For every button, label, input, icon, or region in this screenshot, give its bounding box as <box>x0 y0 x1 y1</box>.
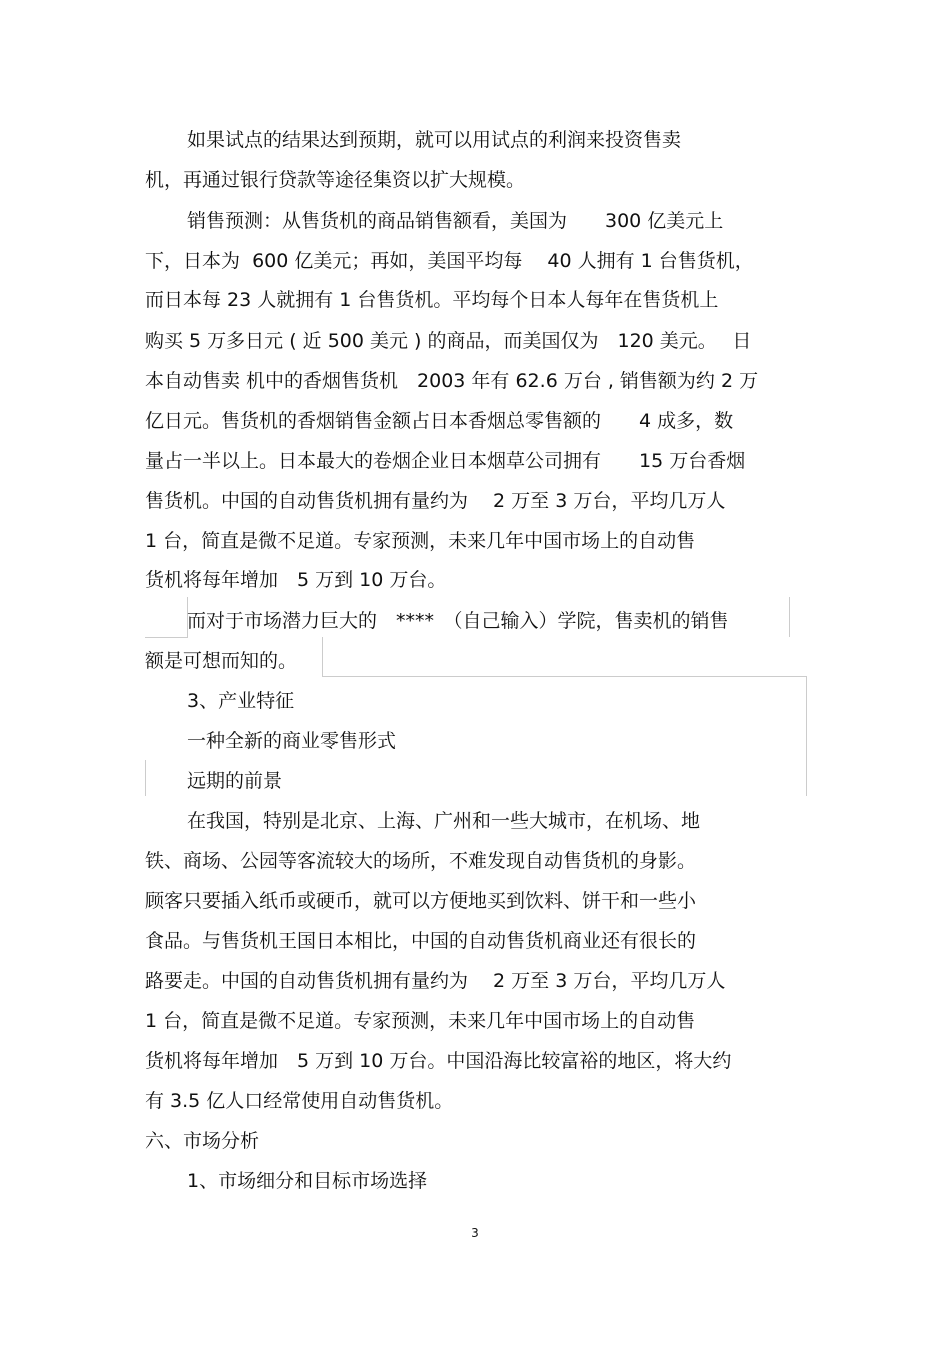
paragraph-line: 货机将每年增加 5 万到 10 万台。中国沿海比较富裕的地区，将大约 <box>145 1050 732 1072</box>
paragraph-line: 如果试点的结果达到预期，就可以用试点的利润来投资售卖 <box>187 129 682 151</box>
paragraph-line: 售货机。中国的自动售货机拥有量约为 2 万至 3 万台，平均几万人 <box>145 490 726 512</box>
text-box-border <box>322 637 323 677</box>
paragraph-line: 1 台，简直是微不足道。专家预测，未来几年中国市场上的自动售 <box>145 530 696 552</box>
text-box-border <box>806 676 807 796</box>
paragraph-line: 货机将每年增加 5 万到 10 万台。 <box>145 569 447 591</box>
paragraph-line: 购买 5 万多日元 ( 近 500 美元 ) 的商品，而美国仅为 120 美元。 日 <box>145 330 752 352</box>
paragraph-line: 亿日元。售货机的香烟销售金额占日本香烟总零售额的 4 成多，数 <box>145 410 734 432</box>
paragraph-line: 而对于市场潜力巨大的 **** （自己输入）学院，售卖机的销售 <box>187 610 729 632</box>
paragraph-line: 铁、商场、公园等客流较大的场所，不难发现自动售货机的身影。 <box>145 850 697 872</box>
text-box-border <box>145 760 146 796</box>
text-box-border <box>322 676 806 677</box>
paragraph-line: 路要走。中国的自动售货机拥有量约为 2 万至 3 万台，平均几万人 <box>145 970 726 992</box>
paragraph-line: 1 台，简直是微不足道。专家预测，未来几年中国市场上的自动售 <box>145 1010 696 1032</box>
paragraph-line: 本自动售卖 机中的香烟售货机 2003 年有 62.6 万台 , 销售额为约 2 万 <box>145 370 759 392</box>
paragraph-line: 在我国，特别是北京、上海、广州和一些大城市，在机场、地 <box>187 810 701 832</box>
paragraph-line: 有 3.5 亿人口经常使用自动售货机。 <box>145 1090 454 1112</box>
section-heading: 3、产业特征 <box>187 690 295 712</box>
paragraph-line: 一种全新的商业零售形式 <box>187 730 397 752</box>
text-box-border <box>789 597 790 637</box>
paragraph-line: 食品。与售货机王国日本相比，中国的自动售货机商业还有很长的 <box>145 930 697 952</box>
paragraph-line: 远期的前景 <box>187 770 283 792</box>
page-number: 3 <box>471 1226 479 1240</box>
paragraph-line: 下，日本为 600 亿美元；再如，美国平均每 40 人拥有 1 台售货机， <box>145 250 754 272</box>
paragraph-line: 机，再通过银行贷款等途径集资以扩大规模。 <box>145 169 526 191</box>
paragraph-line: 顾客只要插入纸币或硬币，就可以方便地买到饮料、饼干和一些小 <box>145 890 697 912</box>
section-heading: 六、市场分析 <box>145 1130 260 1152</box>
paragraph-line: 销售预测：从售货机的商品销售额看，美国为 300 亿美元上 <box>187 210 724 232</box>
paragraph-line: 额是可想而知的。 <box>145 650 298 672</box>
paragraph-line: 量占一半以上。日本最大的卷烟企业日本烟草公司拥有 15 万台香烟 <box>145 450 746 472</box>
section-heading: 1、市场细分和目标市场选择 <box>187 1170 428 1192</box>
text-box-border <box>145 637 188 638</box>
paragraph-line: 而日本每 23 人就拥有 1 台售货机。平均每个日本人每年在售货机上 <box>145 289 719 311</box>
